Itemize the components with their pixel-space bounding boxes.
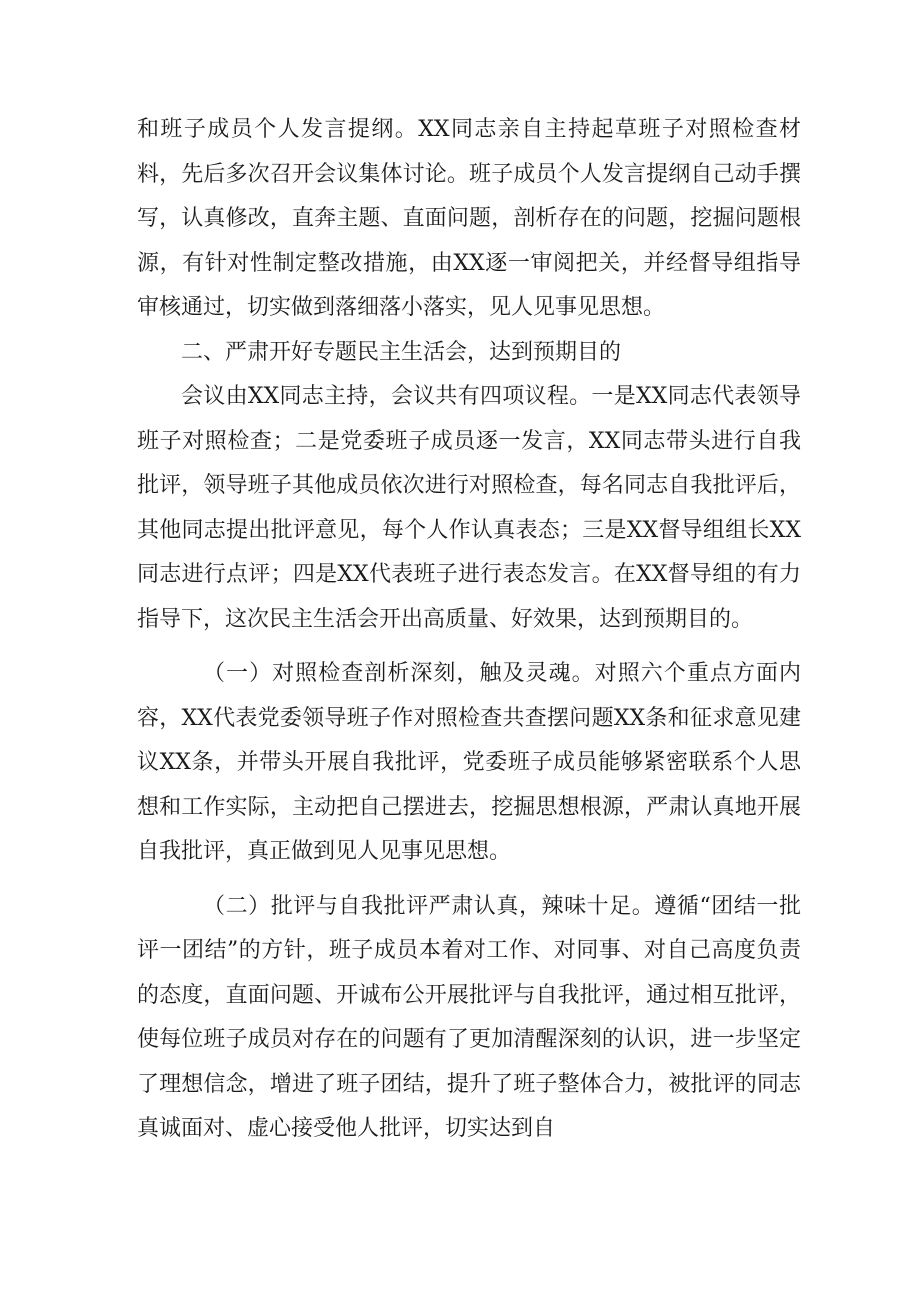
document-body bbox=[137, 108, 801, 1152]
paragraph-subsection-1: （一）对照检查剖析深刻，触及灵魂。对照六个重点方面内容，XX代表党委领导班子作对照检查共查摆问题XX条和征求意见建议XX条，并带头开展自我批评，党委班子成员能够紧密联系个人思想和工作实际，主动把自己摆进去，挖掘思想根源，严肃认真地开展自我批评，真正做到见人见事见思想。 bbox=[137, 661, 801, 864]
paragraph-subsection-2: （二）批评与自我批评严肃认真，辣味十足。遵循“团结一批评一团结”的方针，班子成员本着对工作、对同事、对自己高度负责的态度，直面问题、开诚布公开展批评与自我批评，通过相互批评，使每位班子成员对存在的问题有了更加清醒深刻的认识，进一步坚定了理想信念，增进了班子团结，提升了班子整体合力，被批评的同志真诚面对、虚心接受他人批评，切实达到自 bbox=[137, 893, 801, 1141]
paragraph-gap bbox=[137, 642, 801, 652]
section-heading: 二、严肃开好专题民主生活会，达到预期目的 bbox=[181, 339, 622, 365]
paragraph-continued: 和班子成员个人发言提纲。XX同志亲自主持起草班子对照检查材料，先后多次召开会议集体讨论。班子成员个人发言提纲自己动手撰写，认真修改，直奔主题、直面问题，剖析存在的问题，挖掘问题根源，有针对性制定整改措施，由XX逐一审阅把关，并经督导组指导审核通过，切实做到落细落小落实，见人见事见思想。 bbox=[137, 117, 801, 320]
paragraph-gap bbox=[137, 875, 801, 885]
paragraph-meeting-agenda: 会议由XX同志主持，会议共有四项议程。一是XX同志代表领导班子对照检查；二是党委班子成员逐一发言，XX同志带头进行自我批评，领导班子其他成员依次进行对照检查，每名同志自我批评后，其他同志提出批评意见，每个人作认真表态；三是XX督导组组长XX同志进行点评；四是XX代表班子进行表态发言。在XX督导组的有力指导下，这次民主生活会开出高质量、好效果，达到预期目的。 bbox=[137, 384, 801, 632]
